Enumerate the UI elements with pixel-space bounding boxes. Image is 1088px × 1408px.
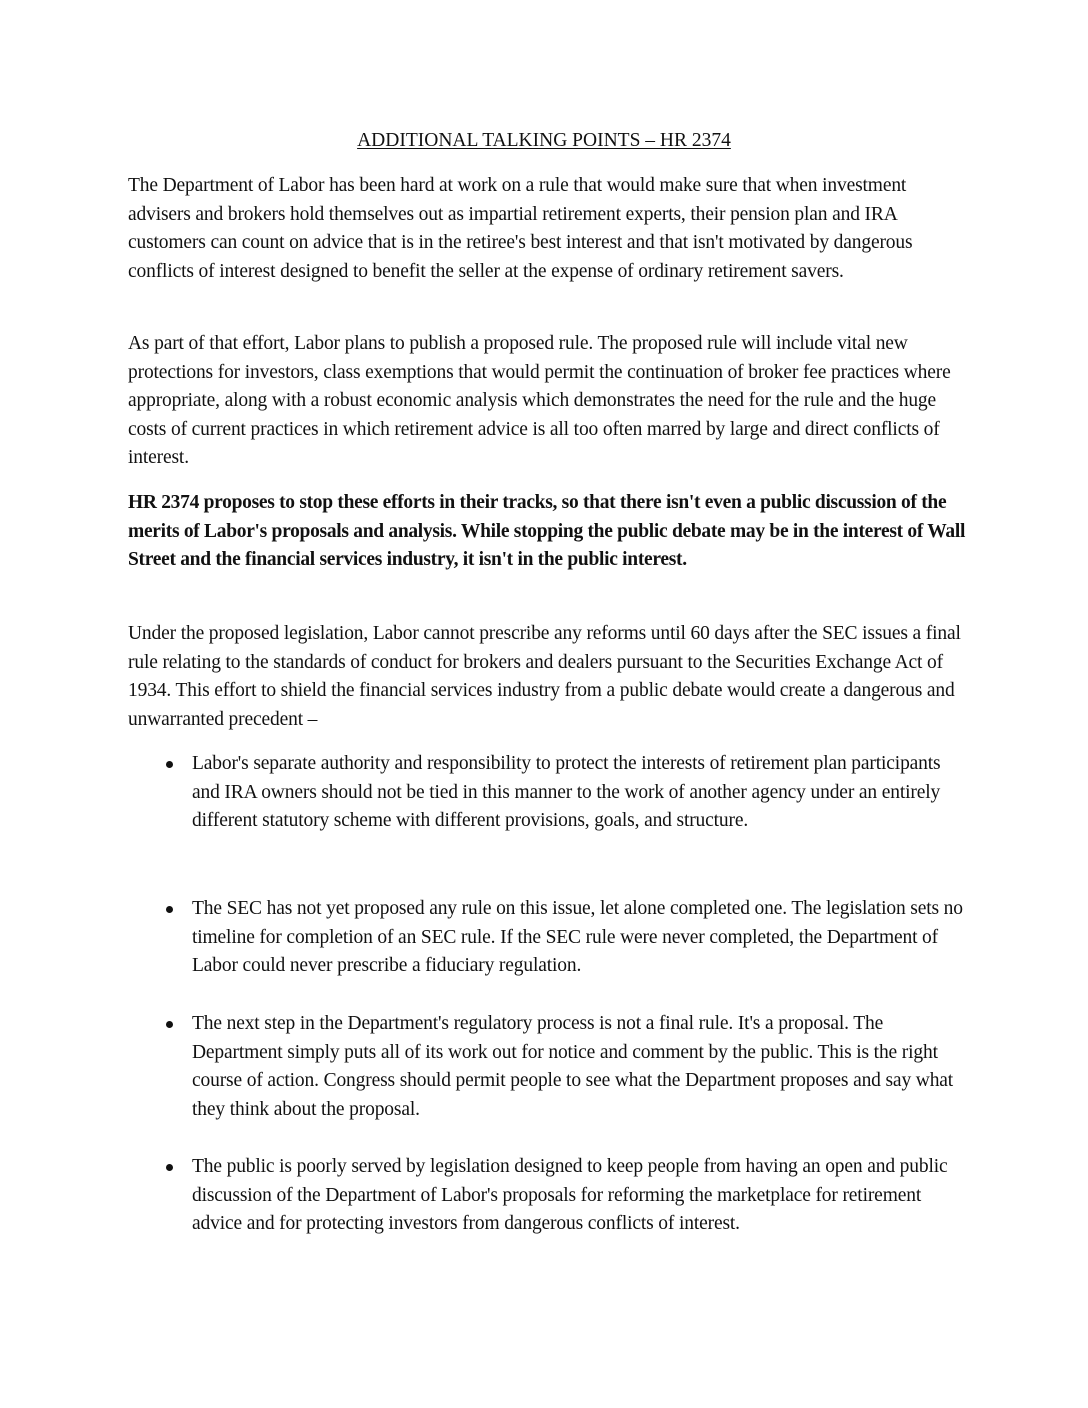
paragraph-intro: The Department of Labor has been hard at work on a rule that would make sure that when investment advisers and brokers hold themselves out as impartial retirement experts, their pension plan and IRA customers can count on advice that is in the retiree's best interest and that isn't motivated by dangerous conflicts of interest designed to benefit the seller at the expense of ordinary retirement savers. <box>128 175 913 282</box>
bullet-icon <box>166 906 173 913</box>
bullet-text: The next step in the Department's regulatory process is not a final rule. It's a proposal. The Department simply puts all of its work out for notice and comment by the public. This is the right course of action. Congress should permit people to see what the Department proposes and say what they think about the proposal. <box>192 1013 954 1120</box>
paragraph-proposed-rule: As part of that effort, Labor plans to publish a proposed rule. The proposed rule will include vital new protections for investors, class exemptions that would permit the continuation of broker fee practices where appropriate, along with a robust economic analysis which demonstrates the need for the rule and the huge costs of current practices in which retirement advice is all too often marred by large and direct conflicts of interest. <box>128 333 951 469</box>
bullet-icon <box>166 1021 173 1028</box>
bullet-icon <box>166 1164 173 1171</box>
bullet-text: The public is poorly served by legislation designed to keep people from having an open and public discussion of the Department of Labor's proposals for reforming the marketplace for retirement advice and for protecting investors from dangerous conflicts of interest. <box>192 1156 948 1235</box>
paragraph-legislation: Under the proposed legislation, Labor cannot prescribe any reforms until 60 days after the SEC issues a final rule relating to the standards of conduct for brokers and dealers pursuant to the Securities Exchange Act of 1934. This effort to shield the financial services industry from a public debate would create a dangerous and unwarranted precedent – <box>128 623 961 730</box>
bullet-icon <box>166 761 173 768</box>
page-title: ADDITIONAL TALKING POINTS – HR 2374 <box>357 130 731 151</box>
bullet-text: The SEC has not yet proposed any rule on this issue, let alone completed one. The legislation sets no timeline for completion of an SEC rule. If the SEC rule were never completed, the Department of Labor could never prescribe a fiduciary regulation. <box>192 898 963 977</box>
paragraph-bold-statement: HR 2374 proposes to stop these efforts in their tracks, so that there isn't even a public discussion of the merits of Labor's proposals and analysis. While stopping the public debate may be in the interest of Wall Street and the financial services industry, it isn't in the public interest. <box>128 492 966 571</box>
bullet-text: Labor's separate authority and responsibility to protect the interests of retirement plan participants and IRA owners should not be tied in this manner to the work of another agency under an entirely different statutory scheme with different provisions, goals, and structure. <box>192 753 941 832</box>
